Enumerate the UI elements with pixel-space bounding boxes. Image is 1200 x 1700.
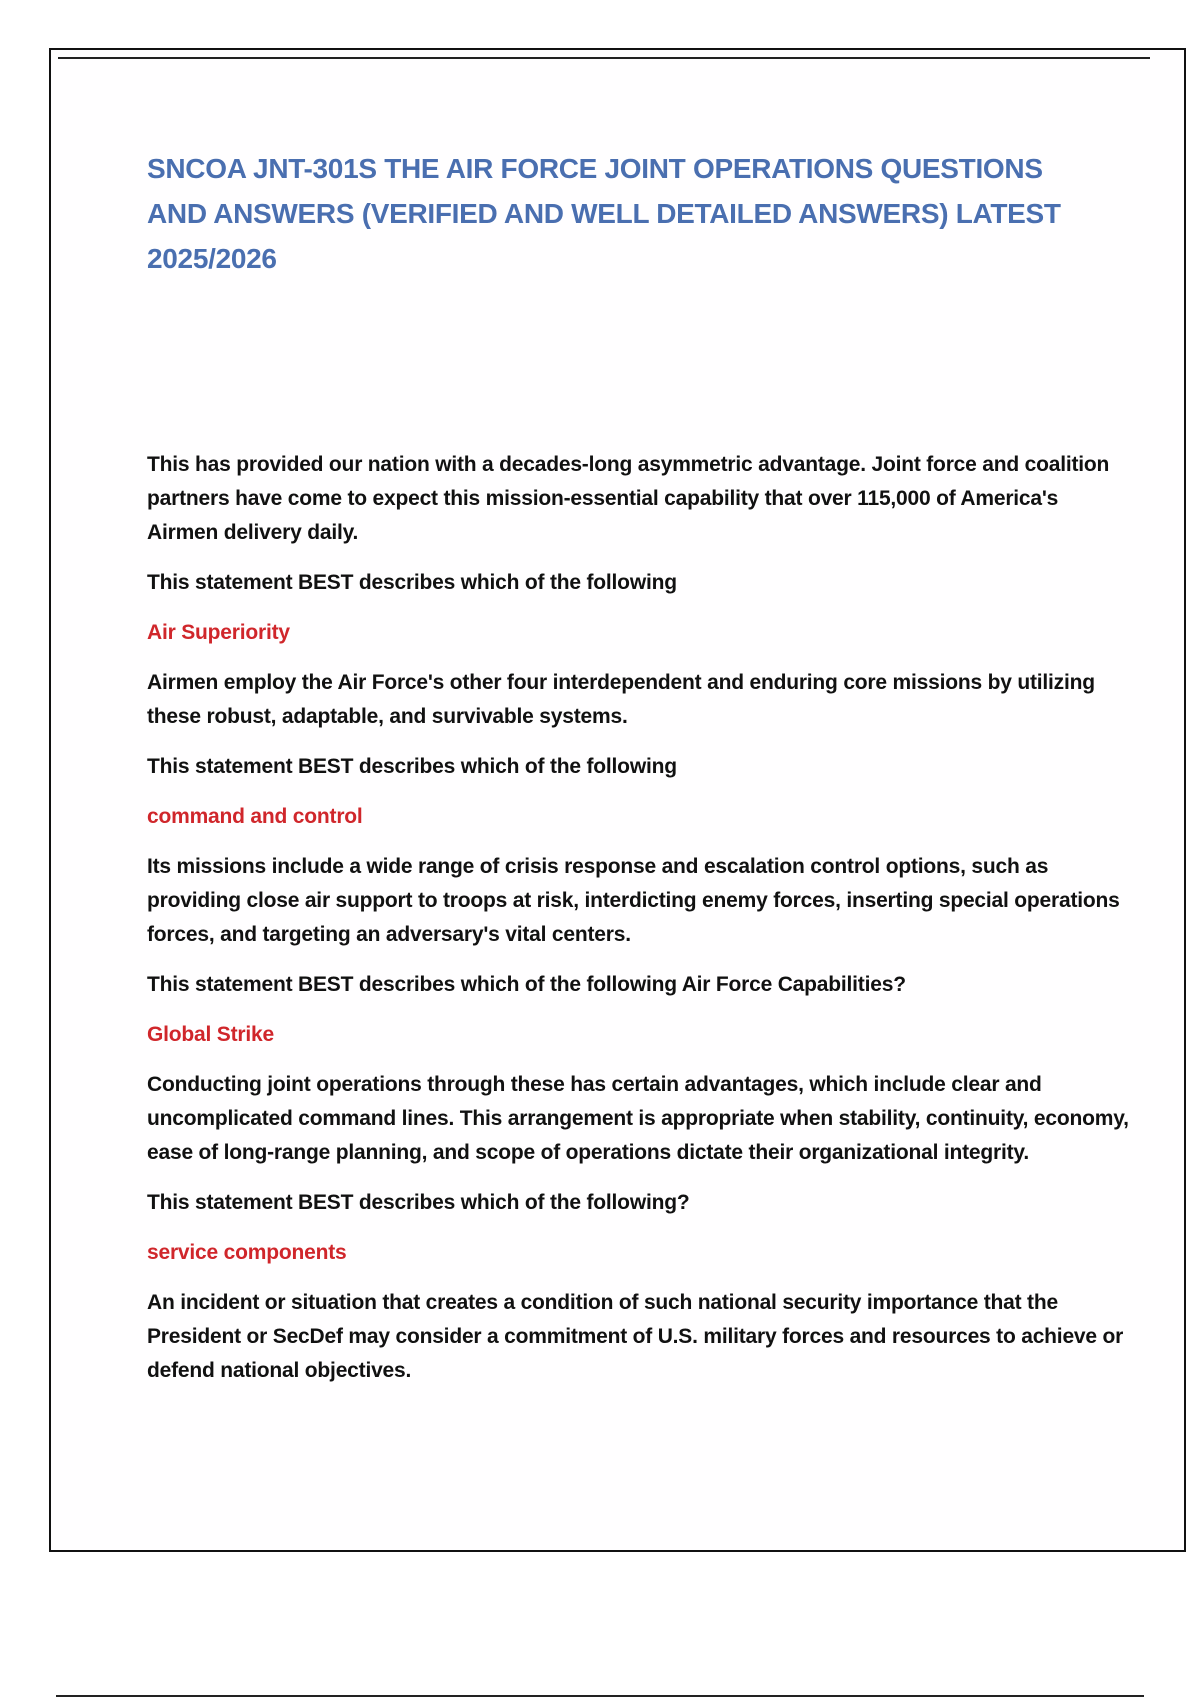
document-title: SNCOA JNT-301S THE AIR FORCE JOINT OPERATIONS QUESTIONS AND ANSWERS (VERIFIED AND WELL DETAILED ANSWERS) LATEST 2025/2026 <box>147 153 1061 274</box>
document-page <box>49 48 1186 1552</box>
prompt-text: This statement BEST describes which of the following Air Force Capabilities? <box>147 973 906 996</box>
qa-content <box>147 448 1132 1404</box>
qa-answer <box>147 800 1132 834</box>
answer-text: Global Strike <box>147 1023 274 1046</box>
prompt-text: This statement BEST describes which of the following? <box>147 1191 690 1214</box>
qa-answer <box>147 1018 1132 1052</box>
qa-prompt <box>147 566 1132 600</box>
question-text: Its missions include a wide range of crisis response and escalation control options, such as providing close air support to troops at risk, interdicting enemy forces, inserting special operations forces, and targeting an adversary's vital centers. <box>147 855 1120 946</box>
question-text: Conducting joint operations through these has certain advantages, which include clear and uncomplicated command lines. This arrangement is appropriate when stability, continuity, economy, ease of long-range planning, and scope of operations dictate their organizational integrity. <box>147 1073 1129 1164</box>
header-rule <box>58 57 1150 59</box>
answer-text: Air Superiority <box>147 621 290 644</box>
prompt-text: This statement BEST describes which of the following <box>147 571 677 594</box>
qa-question <box>147 1068 1132 1170</box>
qa-prompt <box>147 1186 1132 1220</box>
qa-question <box>147 448 1132 550</box>
question-text: This has provided our nation with a decades-long asymmetric advantage. Joint force and coalition partners have come to expect this mission-essential capability that over 115,000 of America's Airmen delivery daily. <box>147 453 1110 544</box>
qa-answer <box>147 616 1132 650</box>
answer-text: service components <box>147 1241 347 1264</box>
question-text: Airmen employ the Air Force's other four interdependent and enduring core missions by utilizing these robust, adaptable, and survivable systems. <box>147 671 1095 728</box>
question-text: An incident or situation that creates a condition of such national security importance that the President or SecDef may consider a commitment of U.S. military forces and resources to achieve or defend national objectives. <box>147 1291 1124 1382</box>
prompt-text: This statement BEST describes which of the following <box>147 755 677 778</box>
footer-rule <box>56 1695 1144 1697</box>
qa-question <box>147 850 1132 952</box>
answer-text: command and control <box>147 805 363 828</box>
qa-question <box>147 1286 1132 1388</box>
qa-prompt <box>147 968 1132 1002</box>
qa-question <box>147 666 1132 734</box>
qa-answer <box>147 1236 1132 1270</box>
qa-prompt <box>147 750 1132 784</box>
